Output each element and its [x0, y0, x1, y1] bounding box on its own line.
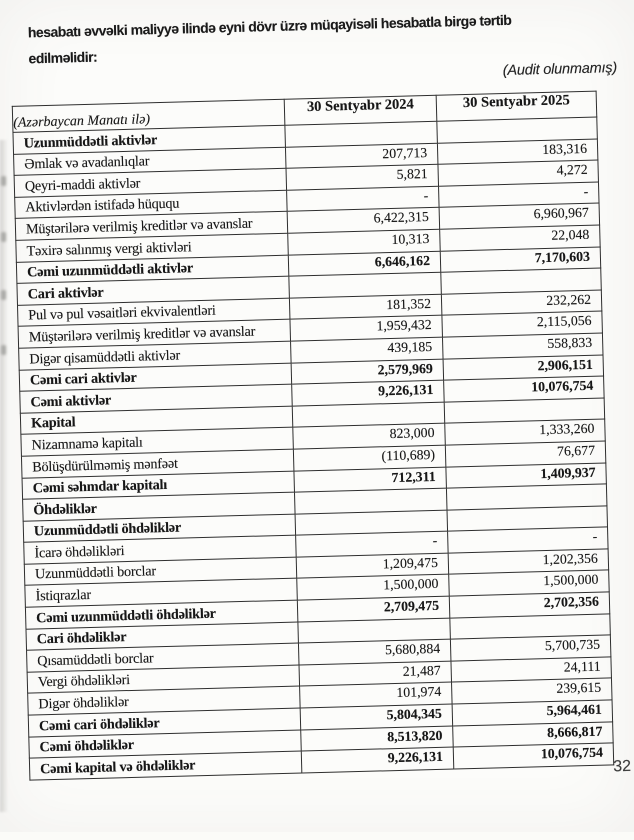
balance-table-body: [13, 117, 614, 780]
row-value-2025: 7,170,603: [440, 247, 601, 273]
row-value-2025: 8,666,817: [453, 721, 614, 747]
row-value-2025: 5,700,735: [450, 635, 611, 661]
row-value-2025: 1,409,937: [446, 462, 607, 488]
row-value-2025: 24,111: [451, 657, 612, 683]
row-value-2025: 10,076,754: [453, 743, 614, 769]
row-label: Cəmi aktivlər: [20, 384, 292, 413]
row-label: Qısamüddətli borclar: [27, 643, 299, 672]
row-value-2024: 2,579,969: [291, 359, 444, 385]
row-value-2024: 21,487: [299, 661, 452, 687]
row-value-2024: 2,709,475: [297, 596, 450, 622]
row-label: Digər öhdəliklər: [28, 686, 300, 715]
intro-line-1: hesabatı əvvəlki maliyyə ilində eyni dövr üzrə müqayisəli hesabatla birgə tərtib: [27, 11, 512, 41]
row-value-2024: 1,959,432: [290, 316, 443, 342]
row-label: Təxirə salınmış vergi aktivləri: [16, 233, 288, 262]
row-label: Cəmi kapital və öhdəliklər: [29, 751, 301, 780]
row-value-2025: 2,115,056: [442, 311, 603, 337]
column-header-2025: 30 Sentyabr 2025: [436, 91, 597, 121]
row-label: Əmlak və avadanlıqlar: [14, 147, 286, 176]
row-value-2025: 232,262: [441, 290, 602, 316]
row-value-2025: 558,833: [442, 333, 603, 359]
row-value-2024: -: [287, 186, 440, 212]
row-value-2025: 4,272: [438, 160, 599, 186]
row-label: Müştərilərə verilmiş kreditlər və avanslar: [15, 212, 287, 241]
row-value-2024: 101,974: [300, 683, 453, 709]
row-value-2024: 6,646,162: [288, 251, 441, 277]
row-value-2025: 1,500,000: [449, 570, 610, 596]
column-header-2024: 30 Sentyabr 2024: [284, 95, 437, 125]
row-value-2024: 823,000: [293, 423, 446, 449]
row-value-2025: 6,960,967: [439, 203, 600, 229]
row-label: İstiqrazlar: [25, 579, 297, 608]
row-label: Cəmi öhdəliklər: [29, 730, 301, 759]
row-value-2025: 22,048: [440, 225, 601, 251]
row-value-2024: 8,513,820: [301, 726, 454, 752]
row-label: Cəmi cari öhdəliklər: [28, 708, 300, 737]
row-label: Öhdəliklər: [23, 492, 295, 521]
row-label: Müştərilərə verilmiş kreditlər və avanslar: [18, 320, 290, 349]
row-label: Kapital: [20, 406, 292, 435]
row-value-2025: 76,677: [445, 441, 606, 467]
page-number: 32: [613, 757, 632, 776]
row-label: Qeyri-maddi aktivlər: [14, 168, 286, 197]
row-value-2024: 5,821: [286, 164, 439, 190]
row-label: İcarə öhdəlikləri: [24, 535, 296, 564]
balance-sheet-table: [12, 91, 614, 781]
row-value-2025: -: [439, 182, 600, 208]
row-value-2025: -: [448, 527, 609, 553]
row-value-2024: 1,500,000: [297, 575, 450, 601]
row-value-2025: 2,702,356: [449, 592, 610, 618]
row-value-2024: -: [296, 531, 449, 557]
row-label: Cari öhdəliklər: [26, 622, 298, 651]
row-label: Cəmi uzunmüddətli öhdəliklər: [25, 600, 297, 629]
row-value-2024: (110,689): [293, 445, 446, 471]
row-label: Vergi öhdəlikləri: [27, 665, 299, 694]
intro-paragraph: [28, 4, 609, 71]
row-value-2025: 183,316: [437, 139, 598, 165]
row-value-2024: 712,311: [294, 467, 447, 493]
row-value-2025: 1,333,260: [445, 419, 606, 445]
row-value-2024: 181,352: [289, 294, 442, 320]
row-value-2025: 2,906,151: [443, 355, 604, 381]
row-value-2025: 10,076,754: [444, 376, 605, 402]
row-label: Uzunmüddətli aktivlər: [13, 125, 285, 154]
audit-note: (Audit olunmamış): [502, 60, 618, 80]
row-value-2024: 9,226,131: [292, 380, 445, 406]
row-label: Pul və pul vəsaitləri ekvivalentləri: [17, 298, 289, 327]
currency-note: (Azərbaycan Manatı ilə): [12, 99, 285, 132]
row-label: Aktivlərdən istifadə hüququ: [15, 190, 287, 219]
row-value-2025: 239,615: [452, 678, 613, 704]
row-value-2024: 439,185: [291, 337, 444, 363]
row-value-2024: 6,422,315: [287, 208, 440, 234]
row-label: Cəmi cari aktivlər: [19, 363, 291, 392]
row-label: Bölüşdürülməmiş mənfəət: [21, 449, 293, 478]
row-value-2024: 9,226,131: [301, 747, 454, 773]
row-label: Cəmi uzunmüddətli aktivlər: [16, 255, 288, 284]
row-value-2024: 5,680,884: [298, 639, 451, 665]
row-label: Uzunmüddətli borclar: [24, 557, 296, 586]
row-value-2025: 5,964,461: [452, 700, 613, 726]
intro-line-2: edilməlidir:: [28, 48, 98, 67]
row-label: Cari aktivlər: [17, 276, 289, 305]
row-value-2024: 1,209,475: [296, 553, 449, 579]
row-value-2024: 10,313: [288, 229, 441, 255]
row-value-2024: 207,713: [285, 143, 438, 169]
row-value-2024: 5,804,345: [300, 704, 453, 730]
row-label: Digər qisamüddətli aktivlər: [19, 341, 291, 370]
row-label: Uzunmüddətli öhdəliklər: [23, 514, 295, 543]
row-label: Cəmi səhmdar kapitalı: [22, 471, 294, 500]
row-value-2025: 1,202,356: [448, 549, 609, 575]
row-label: Nizamnamə kapitalı: [21, 427, 293, 456]
